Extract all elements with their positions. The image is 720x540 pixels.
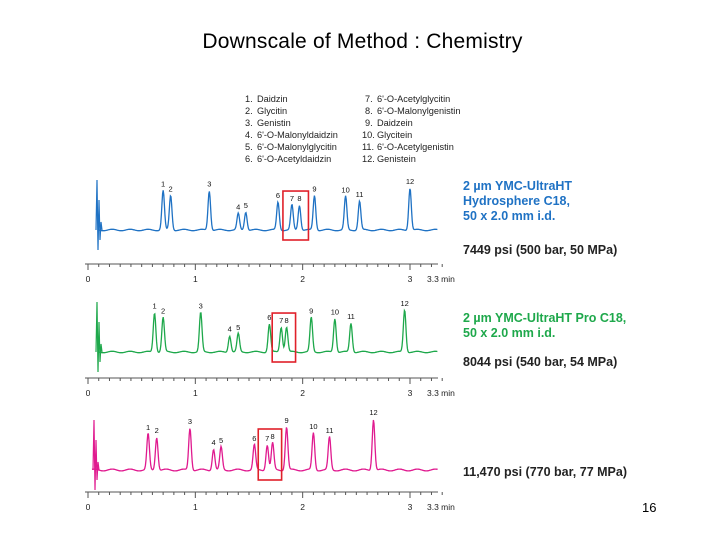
peak-label: 10 xyxy=(341,185,350,195)
peak-label: 4 xyxy=(236,202,241,212)
peak-label: 5 xyxy=(236,322,241,332)
axis-tick-label: 2 xyxy=(300,274,306,284)
axis-tick-label: 2 xyxy=(300,502,306,512)
peak-label: 6 xyxy=(252,433,257,443)
pressure-label: 7449 psi (500 bar, 50 MPa) xyxy=(463,243,618,257)
peak-label: 4 xyxy=(227,324,232,334)
peak-label: 3 xyxy=(198,301,203,311)
legend-number: 11. xyxy=(362,142,375,152)
peak-label: 2 xyxy=(154,426,159,435)
column-description: 50 x 2.0 mm i.d. xyxy=(463,326,556,340)
axis-end-label: 3.3 min xyxy=(427,274,455,284)
peak-label: 6 xyxy=(275,191,281,201)
peak-label: 10 xyxy=(309,421,318,431)
peak-label: 3 xyxy=(187,417,193,426)
peak-label: 10 xyxy=(330,307,340,317)
legend-compound: Glycitein xyxy=(377,130,413,140)
legend-compound: Daidzin xyxy=(257,94,288,104)
chromatogram-line xyxy=(99,189,437,231)
axis-tick-label: 0 xyxy=(85,388,91,398)
legend-compound: 6'-O-Acetylglycitin xyxy=(377,94,451,104)
axis-tick-label: 0 xyxy=(85,502,91,512)
legend-number: 3. xyxy=(245,118,253,128)
legend-number: 8. xyxy=(365,106,373,116)
time-axis xyxy=(85,264,455,284)
peak-label: 9 xyxy=(284,415,289,425)
page-number: 16 xyxy=(642,500,657,515)
pressure-label: 11,470 psi (770 bar, 77 MPa) xyxy=(463,465,627,479)
column-description: Hydrosphere C18, xyxy=(463,194,570,208)
injection-spike xyxy=(96,302,102,372)
column-description: 2 µm YMC-UltraHT Pro C18, xyxy=(463,311,627,325)
legend-compound: 6'-O-Acetylgenistin xyxy=(377,142,454,152)
peak-label: 2 xyxy=(168,184,173,194)
peak-label: 7 xyxy=(265,433,270,443)
legend-compound: Genistin xyxy=(257,118,291,128)
trace-panel-1 xyxy=(85,177,617,284)
peak-label: 7 xyxy=(289,194,295,204)
coelution-highlight-box xyxy=(283,191,309,240)
peak-label: 1 xyxy=(146,423,151,432)
peak-label: 12 xyxy=(405,176,415,186)
compound-legend xyxy=(245,94,460,164)
legend-number: 12. xyxy=(362,154,375,164)
axis-tick-label: 1 xyxy=(192,388,198,398)
pressure-label: 8044 psi (540 bar, 54 MPa) xyxy=(463,355,618,369)
peak-label: 6 xyxy=(267,313,272,323)
peak-label: 1 xyxy=(152,301,157,311)
axis-tick-label: 0 xyxy=(85,274,91,284)
column-description: 50 x 2.0 mm i.d. xyxy=(463,209,556,223)
peak-label: 7 xyxy=(279,316,284,326)
chromatogram-line xyxy=(92,420,438,471)
axis-end-label: 3.3 min xyxy=(427,502,455,512)
legend-compound: 6'-O-Acetyldaidzin xyxy=(257,154,332,164)
peak-label: 2 xyxy=(161,306,166,316)
injection-spike xyxy=(96,180,102,250)
injection-spike xyxy=(93,420,99,490)
peak-label: 8 xyxy=(270,432,275,441)
peak-label: 3 xyxy=(207,179,212,189)
legend-number: 2. xyxy=(245,106,253,116)
axis-tick-label: 3 xyxy=(407,274,413,284)
legend-compound: 6'-O-Malonylglycitin xyxy=(257,142,337,152)
trace-panel-2 xyxy=(85,299,626,398)
column-description: 2 µm YMC-UltraHT xyxy=(463,179,573,193)
legend-number: 1. xyxy=(245,94,253,104)
peak-label: 9 xyxy=(312,184,317,194)
axis-end-label: 3.3 min xyxy=(427,388,455,398)
peak-label: 4 xyxy=(211,438,216,447)
legend-number: 6. xyxy=(245,154,253,164)
time-axis xyxy=(85,492,455,512)
legend-compound: 6'-O-Malonylgenistin xyxy=(377,106,461,116)
legend-compound: Genistein xyxy=(377,154,416,164)
slide-title: Downscale of Method : Chemistry xyxy=(202,30,523,53)
chromatogram-traces xyxy=(85,177,627,512)
peak-label: 12 xyxy=(369,408,378,417)
axis-tick-label: 3 xyxy=(407,388,413,398)
legend-number: 9. xyxy=(365,118,373,128)
legend-number: 4. xyxy=(245,130,253,140)
legend-number: 7. xyxy=(365,94,373,104)
peak-label: 11 xyxy=(347,312,355,322)
peak-label: 8 xyxy=(284,316,289,326)
axis-tick-label: 1 xyxy=(192,502,198,512)
axis-tick-label: 3 xyxy=(407,502,413,512)
legend-number: 5. xyxy=(245,142,253,152)
peak-label: 11 xyxy=(325,426,334,435)
peak-label: 12 xyxy=(400,298,409,308)
peak-label: 8 xyxy=(297,194,302,204)
axis-tick-label: 2 xyxy=(300,388,306,398)
trace-panel-3 xyxy=(85,408,627,512)
legend-number: 10. xyxy=(362,130,375,140)
time-axis xyxy=(85,378,455,398)
peak-label: 9 xyxy=(309,306,314,316)
legend-compound: Daidzein xyxy=(377,118,413,128)
peak-label: 5 xyxy=(219,436,224,446)
legend-compound: 6'-O-Malonyldaidzin xyxy=(257,130,338,140)
peak-label: 5 xyxy=(243,200,248,210)
peak-label: 11 xyxy=(355,190,364,200)
legend-compound: Glycitin xyxy=(257,106,288,116)
axis-tick-label: 1 xyxy=(192,274,198,284)
peak-label: 1 xyxy=(161,179,166,189)
